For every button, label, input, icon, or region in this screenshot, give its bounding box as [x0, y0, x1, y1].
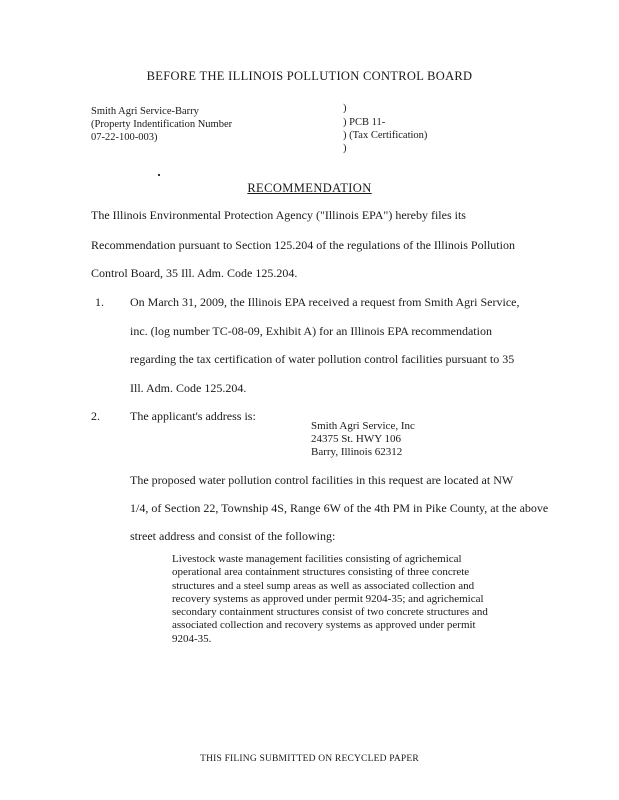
- facility-description: [172, 553, 490, 646]
- caption-petitioner: Smith Agri Service-Barry: [91, 106, 199, 117]
- caption-case-type: ) (Tax Certification): [343, 130, 428, 141]
- intro-line: The Illinois Environmental Protection Agency ("Illinois EPA") hereby files its: [91, 208, 466, 222]
- caption-property-id-label: (Property Indentification Number: [91, 119, 233, 130]
- item-lead: The applicant's address is:: [130, 409, 256, 423]
- facility-description-line: recovery systems as approved under permit 9204-35; and agrichemical: [172, 592, 484, 605]
- section-heading: RECOMMENDATION: [247, 181, 372, 195]
- facility-description-line: associated collection and recovery systems as approved under permit: [172, 619, 476, 632]
- address-line: Smith Agri Service, Inc: [311, 420, 415, 432]
- item-line: The proposed water pollution control facilities in this request are located at NW: [130, 473, 514, 487]
- item-line: street address and consist of the following:: [130, 529, 336, 543]
- item-line: regarding the tax certification of water pollution control facilities pursuant to 35: [130, 352, 515, 366]
- recycled-paper-footer: THIS FILING SUBMITTED ON RECYCLED PAPER: [200, 754, 419, 764]
- intro-line: Recommendation pursuant to Section 125.204 of the regulations of the Illinois Pollution: [91, 238, 515, 252]
- facility-description-line: operational area containment structures consisting of three concrete: [172, 566, 470, 579]
- document-title: BEFORE THE ILLINOIS POLLUTION CONTROL BOARD: [146, 69, 473, 83]
- caption-bracket: ): [343, 143, 347, 154]
- item-line: 1/4, of Section 22, Township 4S, Range 6W of the 4th PM in Pike County, at the above: [130, 501, 549, 515]
- item-number: 1.: [95, 295, 104, 309]
- facility-description-line: Livestock waste management facilities consisting of agrichemical: [172, 553, 462, 565]
- scan-speck: [158, 174, 160, 176]
- facility-description-line: 9204-35.: [172, 632, 212, 645]
- intro-line: Control Board, 35 Ill. Adm. Code 125.204.: [91, 266, 298, 280]
- address-line: Barry, Illinois 62312: [311, 446, 403, 458]
- caption-bracket: ): [343, 103, 347, 114]
- item-line: On March 31, 2009, the Illinois EPA received a request from Smith Agri Service,: [130, 295, 520, 309]
- item-number: 2.: [91, 409, 100, 423]
- caption-property-id-number: 07-22-100-003): [91, 132, 158, 143]
- address-line: 24375 St. HWY 106: [311, 433, 402, 445]
- item-line: inc. (log number TC-08-09, Exhibit A) for an Illinois EPA recommendation: [130, 324, 492, 338]
- caption-case-number: ) PCB 11-: [343, 117, 386, 128]
- facility-description-line: secondary containment structures consist of two concrete structures and: [172, 606, 488, 619]
- facility-description-line: structures and a steel sump areas as well as associated collection and: [172, 579, 475, 592]
- item-line: Ill. Adm. Code 125.204.: [130, 381, 247, 395]
